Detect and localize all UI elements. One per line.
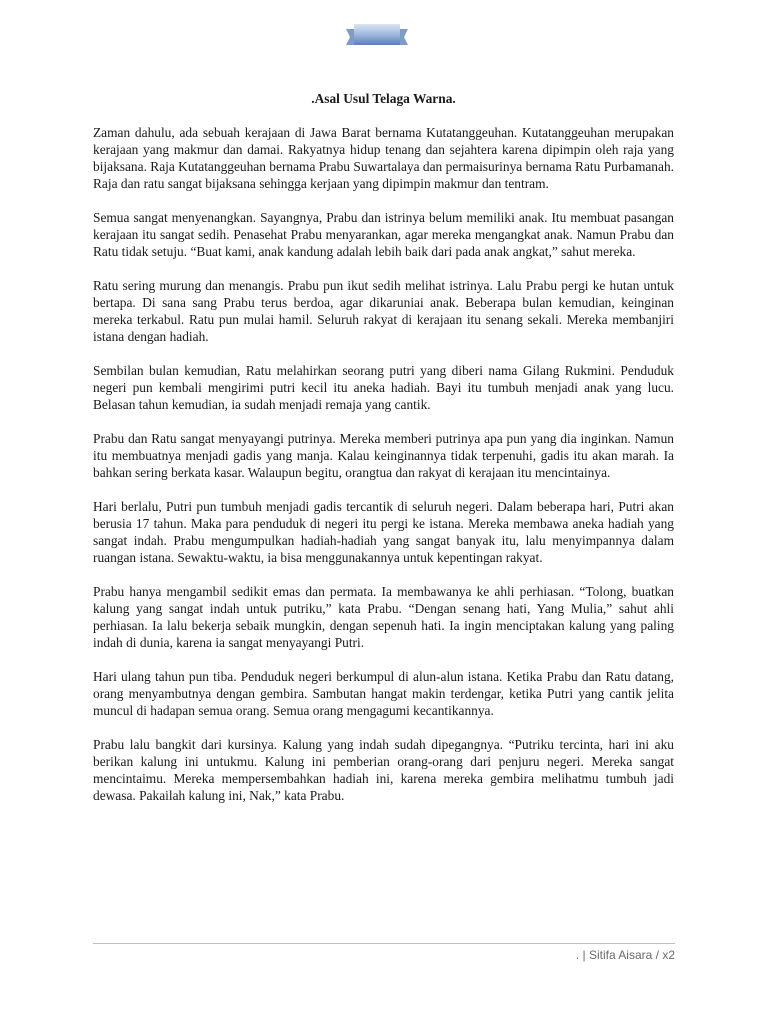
paragraph-5: Prabu dan Ratu sangat menyayangi putrinya. Mereka memberi putrinya apa pun yang dia inginkan. Namun itu membuatnya menjadi gadis yang manja. Kalau keinginannya tidak terpenuhi, gadis itu akan marah. Ia bahkan sering berkata kasar. Walaupun begitu, orangtua dan rakyat di kerajaan itu mencintainya. bbox=[93, 431, 674, 480]
paragraph-1: Zaman dahulu, ada sebuah kerajaan di Jawa Barat bernama Kutatanggeuhan. Kutatanggeuhan merupakan kerajaan yang makmur dan damai. Rakyatnya hidup tenang dan sejahtera karena dipimpin oleh raja yang bijaksana. Raja Kutatanggeuhan bernama Prabu Suwartalaya dan permaisurinya bernama Ratu Purbamanah. Raja dan ratu sangat bijaksana sehingga kerjaan yang dipimpin makmur dan tentram. bbox=[93, 125, 674, 191]
paragraph-7: Prabu hanya mengambil sedikit emas dan permata. Ia membawanya ke ahli perhiasan. “Tolong, buatkan kalung yang sangat indah untuk putriku,” kata Prabu. “Dengan senang hati, Yang Mulia,” sahut ahli perhiasan. Ia lalu bekerja sebaik mungkin, dengan sepenuh hati. Ia ingin menciptakan kalung yang paling indah di dunia, karena ia sangat menyayangi Putri. bbox=[93, 584, 674, 650]
paragraph-3: Ratu sering murung dan menangis. Prabu pun ikut sedih melihat istrinya. Lalu Prabu pergi ke hutan untuk bertapa. Di sana sang Prabu terus berdoa, agar dikaruniai anak. Beberapa bulan kemudian, keinginan mereka terkabul. Ratu pun mulai hamil. Seluruh rakyat di kerajaan itu senang sekali. Mereka membanjiri istana dengan hadiah. bbox=[93, 278, 674, 344]
ribbon-banner-icon bbox=[346, 23, 408, 48]
paragraph-8: Hari ulang tahun pun tiba. Penduduk negeri berkumpul di alun-alun istana. Ketika Prabu dan Ratu datang, orang menyambutnya dengan gembira. Sambutan hangat makin terdengar, ketika Putri yang cantik jelita muncul di hadapan semua orang. Semua orang mengagumi kecantikannya. bbox=[93, 669, 674, 718]
paragraph-2: Semua sangat menyenangkan. Sayangnya, Prabu dan istrinya belum memiliki anak. Itu membuat pasangan kerajaan itu sangat sedih. Penasehat Prabu menyarankan, agar mereka mengangkat anak. Namun Prabu dan Ratu tidak setuju. “Buat kami, anak kandung adalah lebih baik dari pada anak angkat,” sahut mereka. bbox=[93, 210, 674, 259]
paragraph-6: Hari berlalu, Putri pun tumbuh menjadi gadis tercantik di seluruh negeri. Dalam beberapa hari, Putri akan berusia 17 tahun. Maka para penduduk di negeri itu pergi ke istana. Mereka membawa aneka hadiah yang sangat indah. Prabu mengumpulkan hadiah-hadiah yang sangat banyak itu, lalu menyimpannya dalam ruangan istana. Sewaktu-waktu, ia bisa menggunakannya untuk kepentingan rakyat. bbox=[93, 499, 674, 565]
footer-divider bbox=[93, 943, 675, 944]
paragraph-4: Sembilan bulan kemudian, Ratu melahirkan seorang putri yang diberi nama Gilang Rukmini. Penduduk negeri pun kembali mengirimi putri kecil itu aneka hadiah. Bayi itu tumbuh menjadi anak yang lucu. Belasan tahun kemudian, ia sudah menjadi remaja yang cantik. bbox=[93, 363, 674, 412]
document-title: .Asal Usul Telaga Warna. bbox=[311, 91, 456, 106]
footer-text: . | Sitifa Aisara / x2 bbox=[575, 948, 675, 962]
document-body bbox=[93, 90, 674, 821]
paragraph-9: Prabu lalu bangkit dari kursinya. Kalung yang indah sudah dipegangnya. “Putriku tercinta, hari ini aku berikan kalung ini untukmu. Kalung ini pemberian orang-orang dari penjuru negeri. Mereka sangat mencintaimu. Mereka mempersembahkan hadiah ini, karena mereka gembira melihatmu tumbuh jadi dewasa. Pakailah kalung ini, Nak,” kata Prabu. bbox=[93, 737, 674, 803]
